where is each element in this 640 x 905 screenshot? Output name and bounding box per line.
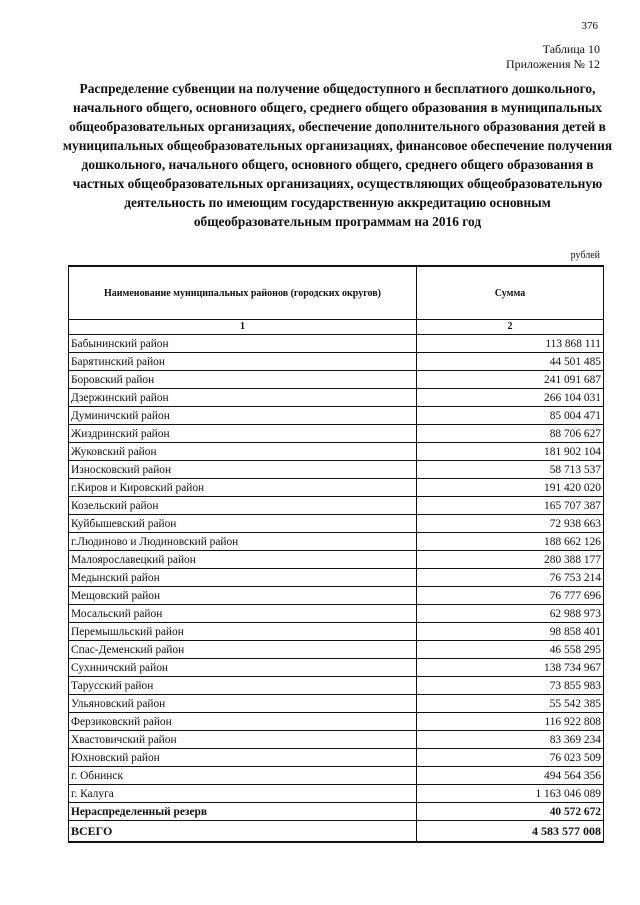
document-title: Распределение субвенции на получение общедоступного и бесплатного дошкольного, начального общего, основного общего, среднего общего образования в муниципальных общеобразовательных организациях, обеспечение дополнительного образования детей в муниципальных общеобразовательных организациях, финансовое обеспечение получения дошкольного, начального общего, основного общего, среднего общего образования в частных общеобразовательных организациях, осуществляющих общеобразовательную деятельность по имеющим государственную аккредитацию основным общеобразовательным программам на 2016 год [62, 81, 613, 229]
table-row [69, 605, 604, 623]
header-amount: Сумма [417, 266, 604, 320]
table-row [69, 767, 604, 785]
district-amount: 58 713 537 [417, 461, 604, 479]
district-amount: 76 023 509 [417, 749, 604, 767]
table-row [69, 533, 604, 551]
total-row [69, 821, 604, 843]
table-body [69, 335, 604, 803]
district-name: Малоярославецкий район [69, 551, 417, 569]
reserve-name: Нераспределенный резерв [69, 803, 417, 821]
table-row [69, 443, 604, 461]
district-amount: 55 542 385 [417, 695, 604, 713]
district-name: Дзержинский район [69, 389, 417, 407]
district-name: Боровский район [69, 371, 417, 389]
district-name: Бабынинский район [69, 335, 417, 353]
table-row [69, 479, 604, 497]
district-name: Мещовский район [69, 587, 417, 605]
reserve-amount: 40 572 672 [417, 803, 604, 821]
table-row [69, 623, 604, 641]
unit-label: рублей [570, 250, 600, 261]
table-header-row [69, 266, 604, 320]
district-amount: 72 938 663 [417, 515, 604, 533]
table-number: Таблица 10 [542, 42, 600, 56]
district-name: Ульяновский район [69, 695, 417, 713]
table-row [69, 677, 604, 695]
district-name: Медынский район [69, 569, 417, 587]
district-amount: 85 004 471 [417, 407, 604, 425]
column-number-row [69, 320, 604, 335]
header-district: Наименование муниципальных районов (городских округов) [69, 266, 417, 320]
table-row [69, 785, 604, 803]
district-name: Козельский район [69, 497, 417, 515]
table-row [69, 371, 604, 389]
district-name: Барятинский район [69, 353, 417, 371]
table-row [69, 389, 604, 407]
district-amount: 73 855 983 [417, 677, 604, 695]
district-amount: 188 662 126 [417, 533, 604, 551]
district-name: Куйбышевский район [69, 515, 417, 533]
district-name: Жуковский район [69, 443, 417, 461]
table-row [69, 407, 604, 425]
district-name: Думиничский район [69, 407, 417, 425]
district-name: Сухиничский район [69, 659, 417, 677]
table-row [69, 353, 604, 371]
reserve-row [69, 803, 604, 821]
table-row [69, 497, 604, 515]
table-row [69, 749, 604, 767]
district-name: г. Обнинск [69, 767, 417, 785]
district-amount: 181 902 104 [417, 443, 604, 461]
district-name: г. Калуга [69, 785, 417, 803]
table-reference [506, 42, 600, 72]
district-name: Тарусский район [69, 677, 417, 695]
table-row [69, 515, 604, 533]
district-amount: 280 388 177 [417, 551, 604, 569]
district-name: Мосальский район [69, 605, 417, 623]
district-name: Перемышльский район [69, 623, 417, 641]
district-amount: 44 501 485 [417, 353, 604, 371]
district-name: Ферзиковский район [69, 713, 417, 731]
table-row [69, 695, 604, 713]
district-amount: 46 558 295 [417, 641, 604, 659]
district-amount: 98 858 401 [417, 623, 604, 641]
district-amount: 62 988 973 [417, 605, 604, 623]
district-amount: 116 922 808 [417, 713, 604, 731]
table-row [69, 659, 604, 677]
table-row [69, 569, 604, 587]
column-number-2: 2 [417, 320, 604, 335]
table-row [69, 641, 604, 659]
district-amount: 165 707 387 [417, 497, 604, 515]
total-amount: 4 583 577 008 [417, 821, 604, 843]
table-row [69, 587, 604, 605]
total-name: ВСЕГО [69, 821, 417, 843]
district-amount: 241 091 687 [417, 371, 604, 389]
district-amount: 138 734 967 [417, 659, 604, 677]
district-amount: 88 706 627 [417, 425, 604, 443]
district-name: Износковский район [69, 461, 417, 479]
district-amount: 266 104 031 [417, 389, 604, 407]
district-name: Спас-Деменский район [69, 641, 417, 659]
table-row [69, 335, 604, 353]
district-name: г.Людиново и Людиновский район [69, 533, 417, 551]
district-amount: 113 868 111 [417, 335, 604, 353]
subvention-table [68, 265, 604, 843]
page-number: 376 [581, 20, 598, 32]
district-amount: 494 564 356 [417, 767, 604, 785]
column-number-1: 1 [69, 320, 417, 335]
appendix-number: Приложения № 12 [505, 57, 600, 71]
district-amount: 83 369 234 [417, 731, 604, 749]
district-amount: 76 777 696 [417, 587, 604, 605]
district-amount: 191 420 020 [417, 479, 604, 497]
district-amount: 1 163 046 089 [417, 785, 604, 803]
table-row [69, 461, 604, 479]
district-amount: 76 753 214 [417, 569, 604, 587]
district-name: Жиздринский район [69, 425, 417, 443]
table-row [69, 731, 604, 749]
table-row [69, 425, 604, 443]
district-name: Хвастовичский район [69, 731, 417, 749]
table-row [69, 551, 604, 569]
table-row [69, 713, 604, 731]
district-name: Юхновский район [69, 749, 417, 767]
district-name: г.Киров и Кировский район [69, 479, 417, 497]
